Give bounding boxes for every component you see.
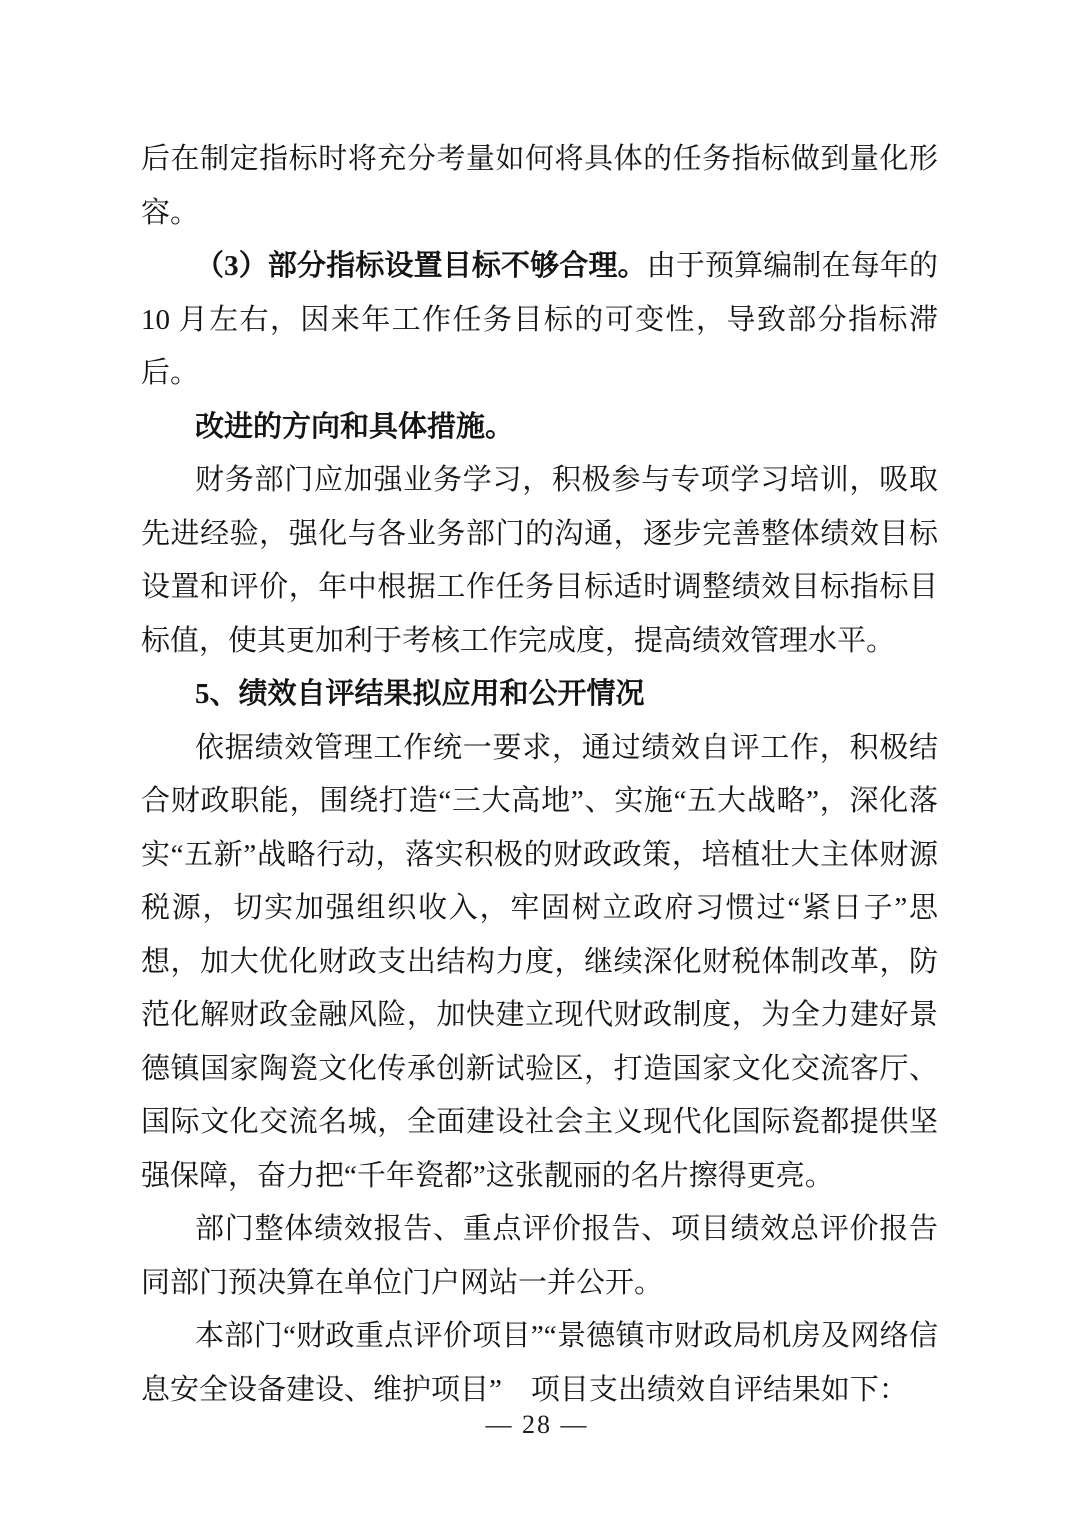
- body-text-run: 依据绩效管理工作统一要求，通过绩效自评工作，积极结合财政职能，围绕打造“三大高地”、实施“五大战略”，深化落实“五新”战略行动，落实积极的财政政策，培植壮大主体财源税源，切实加强组织收入，牢固树立政府习惯过“紧日子”思想，加大优化财政支出结构力度，继续深化财税体制改革，防范化解财政金融风险，加快建立现代财政制度，为全力建好景德镇国家陶瓷文化传承创新试验区，打造国家文化交流客厅、国际文化交流名城，全面建设社会主义现代化国际瓷都提供坚强保障，奋力把“千年瓷都”这张靓丽的名片擦得更亮。: [141, 731, 938, 1192]
- bold-text-run: （3）部分指标设置目标不够合理。: [195, 250, 647, 282]
- paragraph-heading-section-5: [141, 668, 938, 722]
- paragraph-body: [141, 1310, 938, 1417]
- body-text-run: 由于预算编制在每年的10 月左右，因来年工作任务目标的可变性，导致部分指标滞后。: [141, 250, 938, 389]
- paragraph-body-continuation: [141, 133, 938, 240]
- bold-text-run: 5、绩效自评结果拟应用和公开情况: [195, 678, 645, 710]
- paragraph-body: [141, 454, 938, 668]
- paragraph-body: [141, 722, 938, 1204]
- bold-text-run: 改进的方向和具体措施。: [195, 410, 515, 443]
- body-text-run: 部门整体绩效报告、重点评价报告、项目绩效总评价报告同部门预决算在单位门户网站一并公开。: [141, 1213, 938, 1299]
- paragraph-numbered-point-3: [141, 240, 938, 401]
- document-body: [141, 133, 938, 1417]
- body-text-run: 本部门“财政重点评价项目”“景德镇市财政局机房及网络信息安全设备建设、维护项目” 项目支出绩效自评结果如下：: [141, 1320, 938, 1406]
- page-number: — 28 —: [485, 1410, 589, 1439]
- body-text-run: 后在制定指标时将充分考量如何将具体的任务指标做到量化形容。: [141, 143, 938, 229]
- paragraph-heading-improvement: [141, 401, 938, 455]
- body-text-run: 财务部门应加强业务学习，积极参与专项学习培训，吸取先进经验，强化与各业务部门的沟通，逐步完善整体绩效目标设置和评价，年中根据工作任务目标适时调整绩效目标指标目标值，使其更加利于考核工作完成度，提高绩效管理水平。: [141, 464, 938, 657]
- paragraph-body: [141, 1203, 938, 1310]
- page-footer: [0, 1408, 1074, 1442]
